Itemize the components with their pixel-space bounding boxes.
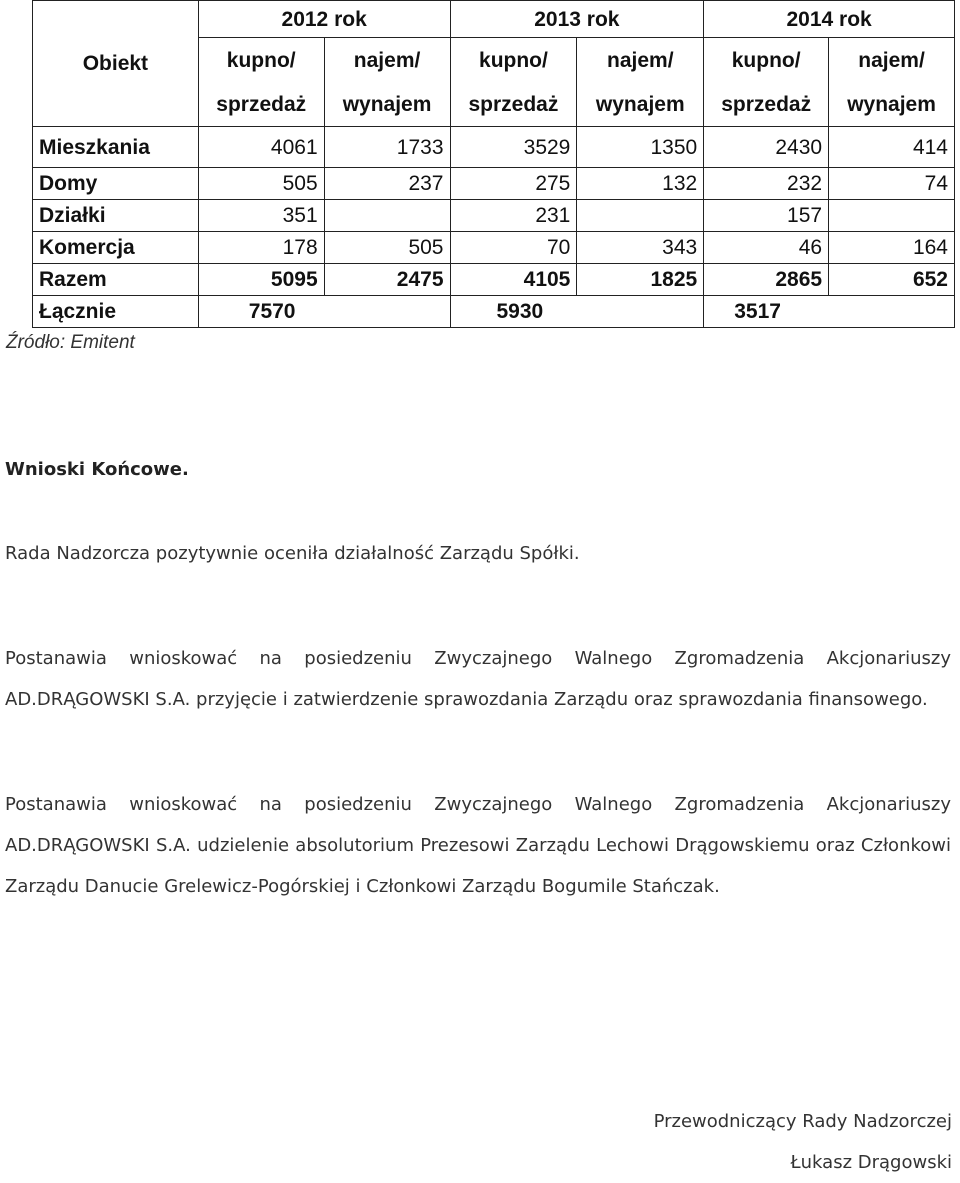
table-cell: 237: [324, 168, 450, 200]
table-cell: 2475: [324, 264, 450, 296]
table-cell: 505: [324, 232, 450, 264]
table-cell: [577, 200, 704, 232]
table-cell: 1733: [324, 127, 450, 168]
table-cell: 46: [704, 232, 829, 264]
table-cell: 652: [829, 264, 955, 296]
table-cell-total: 7570: [198, 296, 450, 328]
header-sub-kupno: kupno/: [704, 38, 829, 83]
table-row-razem: [33, 264, 955, 296]
paragraph: Postanawia wnioskować na posiedzeniu Zwyczajnego Walnego Zgromadzenia Akcjonariuszy AD.DRĄGOWSKI S.A. udzielenie absolutorium Prezesowi Zarządu Lechowi Drągowskiemu oraz Członkowi Zarządu Danucie Grelewicz-Pogórskiej i Członkowi Zarządu Bogumile Stańczak.: [5, 794, 951, 897]
header-sub-kupno: kupno/: [450, 38, 577, 83]
paragraph: Rada Nadzorcza pozytywnie oceniła działalność Zarządu Spółki.: [5, 543, 580, 564]
table-cell: 343: [577, 232, 704, 264]
conclusions-heading: Wnioski Końcowe.: [5, 459, 189, 480]
header-sub-sprzedaz: sprzedaż: [704, 82, 829, 127]
table-cell: 2430: [704, 127, 829, 168]
row-label: Łącznie: [33, 296, 199, 328]
header-year-2014: 2014 rok: [704, 1, 955, 38]
table-cell: 231: [450, 200, 577, 232]
header-sub-sprzedaz: sprzedaż: [450, 82, 577, 127]
row-label: Działki: [33, 200, 199, 232]
table-row: [33, 168, 955, 200]
table-cell: 164: [829, 232, 955, 264]
table-cell: 178: [198, 232, 324, 264]
row-label: Komercja: [33, 232, 199, 264]
table-row: [33, 200, 955, 232]
table-cell: 232: [704, 168, 829, 200]
header-sub-najem: najem/: [324, 38, 450, 83]
row-label: Domy: [33, 168, 199, 200]
table-cell: 74: [829, 168, 955, 200]
table-cell: 157: [704, 200, 829, 232]
header-sub-wynajem: wynajem: [577, 82, 704, 127]
header-sub-sprzedaz: sprzedaż: [198, 82, 324, 127]
table-cell: 1350: [577, 127, 704, 168]
header-sub-najem: najem/: [577, 38, 704, 83]
table-cell: 4105: [450, 264, 577, 296]
row-label: Razem: [33, 264, 199, 296]
header-sub-najem: najem/: [829, 38, 955, 83]
header-year-2012: 2012 rok: [198, 1, 450, 38]
table-cell: 132: [577, 168, 704, 200]
table-cell: 3529: [450, 127, 577, 168]
table-cell: 4061: [198, 127, 324, 168]
table-cell: 414: [829, 127, 955, 168]
table-cell: 5095: [198, 264, 324, 296]
header-sub-wynajem: wynajem: [324, 82, 450, 127]
table-cell: [829, 200, 955, 232]
table-cell: 505: [198, 168, 324, 200]
table-cell: 70: [450, 232, 577, 264]
header-sub-kupno: kupno/: [198, 38, 324, 83]
signature-title: Przewodniczący Rady Nadzorczej: [653, 1111, 952, 1132]
table-cell: 351: [198, 200, 324, 232]
row-label: Mieszkania: [33, 127, 199, 168]
signature-block: [654, 1101, 952, 1183]
table-row: [33, 232, 955, 264]
header-obiekt: Obiekt: [33, 1, 199, 127]
table-row: [33, 127, 955, 168]
table-cell: 1825: [577, 264, 704, 296]
header-year-2013: 2013 rok: [450, 1, 704, 38]
signature-name: Łukasz Drągowski: [790, 1152, 952, 1173]
table-cell: 2865: [704, 264, 829, 296]
header-sub-wynajem: wynajem: [829, 82, 955, 127]
table-cell: 275: [450, 168, 577, 200]
statistics-table: [32, 0, 955, 328]
table-row-lacznie: [33, 296, 955, 328]
table-cell-total: 3517: [704, 296, 955, 328]
table-cell-total: 5930: [450, 296, 704, 328]
paragraph: Postanawia wnioskować na posiedzeniu Zwyczajnego Walnego Zgromadzenia Akcjonariuszy AD.DRĄGOWSKI S.A. przyjęcie i zatwierdzenie sprawozdania Zarządu oraz sprawozdania finansowego.: [5, 648, 951, 710]
table-cell: [324, 200, 450, 232]
source-note: Źródło: Emitent: [6, 332, 135, 353]
